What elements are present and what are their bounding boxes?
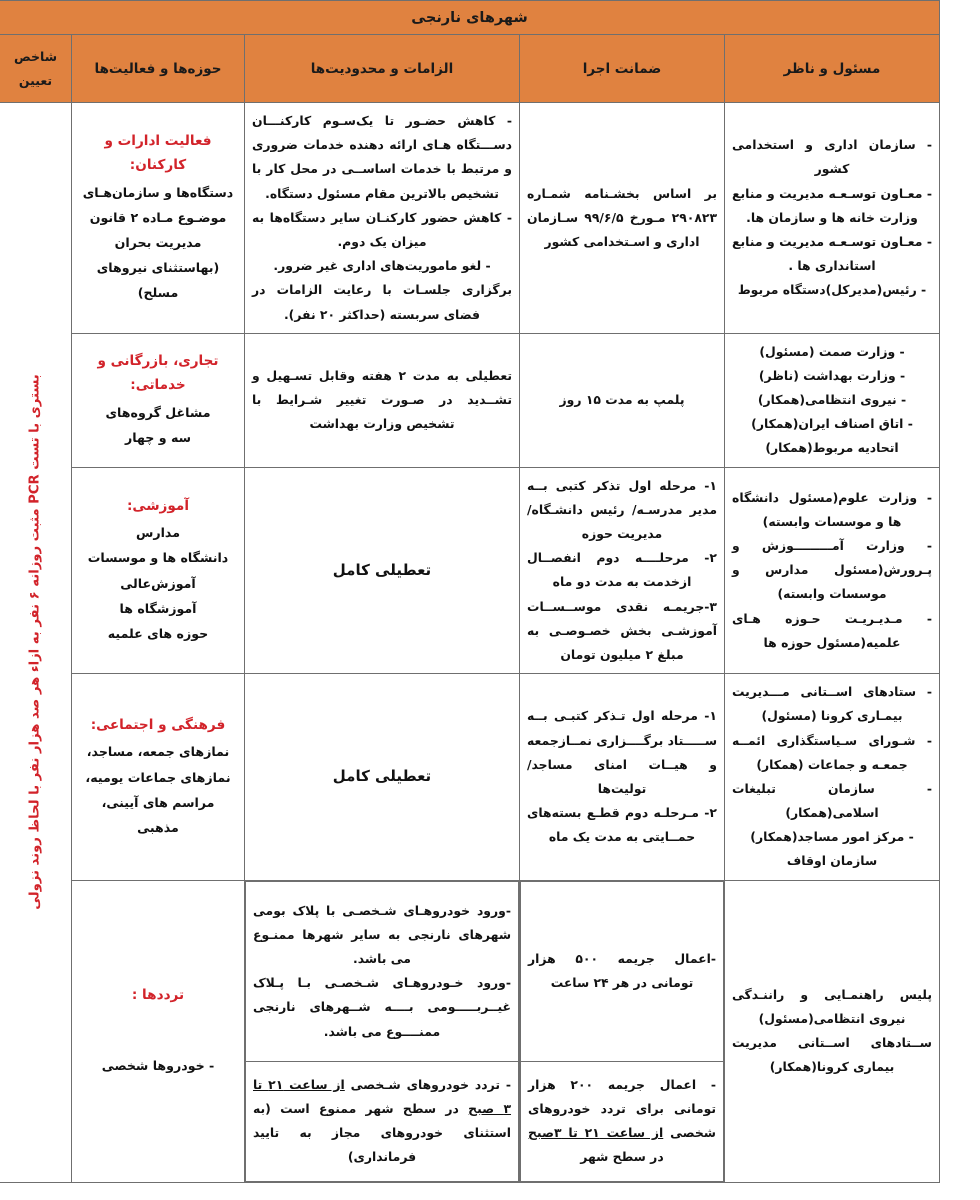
- requirements-cell-row1: [245, 103, 520, 334]
- index-column-cell: [0, 103, 72, 1183]
- requirement-line: - کاهش حضـور تا یک‌سـوم کارکنـــان دســـتگاه هـای ارائه دهنده خدمات ضروری و مرتبط با خدمات اساســی در محل کار با تشخیص بالاترین مقام مسئول دستگاه.: [252, 113, 512, 201]
- domain-title: فعالیت ادارات و کارکنان:: [104, 133, 212, 173]
- enforcement-cell-row3: [520, 467, 725, 674]
- requirements-subtable: [245, 881, 519, 1182]
- column-header-index-line1: شاخص: [13, 48, 58, 64]
- responsible-line: - معـاون توسـعـه مدیریت و منابع وزارت خانه ها و سازمان ها.: [732, 185, 932, 225]
- responsible-line: - اتاق اصناف ایران(همکار): [751, 416, 913, 432]
- enforcement-line: ۱- مرحله اول تـذکر کتبـی بــه ســـــتاد برگــــزاری نمــازجمعه و هیــات امنای مساجد/ تولیت‌ها: [527, 708, 717, 796]
- responsible-cell-row2: [725, 333, 940, 467]
- responsible-line: - وزارت صمت (مسئول): [759, 343, 905, 359]
- domain-line: دانشگاه ها و موسسات: [87, 550, 229, 566]
- enforcement-line: ۲- مرحلــــه دوم انفصــال ازخدمت به مدت دو ماه: [527, 550, 717, 590]
- requirement-line: تعطیلی کامل: [332, 560, 432, 579]
- responsible-cell-row4: [725, 674, 940, 881]
- domain-cell-row2: [72, 333, 245, 467]
- domain-line: (بهاستثنای نیروهای: [96, 260, 220, 276]
- table-title-row: [0, 1, 940, 35]
- enforcement-line: ۱- مرحله اول تذکر کتبی بــه مدیر مدرسـه/ رئیس دانشـگاه/ مدیریت حوزه: [527, 477, 717, 541]
- table-row: [0, 674, 940, 881]
- table-header-row: [0, 35, 940, 103]
- requirement-line: - لغو ماموریت‌های اداری غیر ضرور.: [273, 258, 491, 274]
- responsible-line: - معـاون توسـعـه مدیریت و منابع استانداری ها .: [732, 233, 932, 274]
- domain-line: نمازهای جماعات یومیه،: [85, 769, 231, 785]
- responsible-line: - سازمان تبلیغات اسلامی(همکار): [732, 780, 932, 821]
- requirement-rich-prefix: - تردد خودروهای شـخصی: [344, 1076, 511, 1092]
- requirements-cell-row3: [245, 467, 520, 674]
- domain-line: آموزش‌عالی: [120, 575, 196, 591]
- domain-line: دستگاه‌ها و سازمان‌هـای: [82, 184, 234, 200]
- responsible-line: پلیس راهنمـایی و راننـدگی نیروی انتظامی(مسئول): [732, 986, 932, 1026]
- responsible-line: ســتادهای اســتانی مدیریت بیماری کرونا(همکار): [732, 1035, 932, 1075]
- responsible-line: - ستادهای اســتانی مـــدیریت بیمـاری کرونا (مسئول): [732, 684, 932, 724]
- enforcement-cell-row1: [520, 103, 725, 334]
- table-row: [0, 880, 940, 1182]
- column-header-index: [0, 35, 72, 103]
- responsible-line: اتحادیه مربوط(همکار): [765, 440, 899, 456]
- requirements-cell-row4: [245, 674, 520, 881]
- requirement-line: - کاهش حضور کارکنـان سایر دستگاه‌ها به میزان یک دوم.: [252, 209, 512, 249]
- enforcement-cell-row4: [520, 674, 725, 881]
- domain-line: سه و چهار: [125, 429, 191, 445]
- responsible-cell-row5: [725, 880, 940, 1182]
- domain-cell-row4: [72, 674, 245, 881]
- enforcement-rich-prefix: - اعمال جریمه ۲۰۰ هزار تومانی برای تردد خودروهای شخصی: [528, 1076, 716, 1141]
- domain-line: مدیریت بحران: [114, 235, 202, 251]
- enforcement-line: -اعمال جریمه ۵۰۰ هزار تومانی در هر ۲۴ ساعت: [528, 950, 716, 991]
- domain-cell-row5: [72, 880, 245, 1182]
- domain-line: - خودروها شخصی: [101, 1058, 215, 1074]
- responsible-line: - نیروی انتظامی(همکار): [757, 392, 907, 408]
- enforcement-subrow-2: [521, 1061, 724, 1181]
- requirements-subcell-2: [246, 1061, 519, 1181]
- responsible-line: - مـدیـریـت حـوزه هـای علمیه(مسئول حوزه ها: [732, 610, 932, 650]
- enforcement-rich-suffix: در سطح شهر: [580, 1149, 664, 1165]
- domain-title: تجاری، بازرگانی و خدماتی:: [97, 353, 219, 393]
- domain-cell-row1: [72, 103, 245, 334]
- column-header-index-line2: تعیین: [18, 72, 53, 88]
- domain-line: نمازهای جمعه، مساجد،: [86, 744, 230, 760]
- domain-line: مشاغل گروه‌های: [105, 404, 211, 420]
- table-row: [0, 467, 940, 674]
- domain-cell-row3: [72, 467, 245, 674]
- requirements-cell-row2: [245, 333, 520, 467]
- responsible-cell-row3: [725, 467, 940, 674]
- responsible-line: - شـورای سـیاستگذاری ائمــه جمعـه و جماعات (همکار): [732, 732, 932, 772]
- responsible-line: - سازمان اداری و استخدامی کشور: [732, 137, 932, 177]
- enforcement-line: بر اساس بخشـنامه شمـاره ۲۹۰۸۲۳ مـورخ ۹۹/۶/۵ سـازمان اداری و اسـتخدامی کشور: [527, 185, 718, 249]
- enforcement-subrow-1: [521, 881, 724, 1061]
- responsible-cell-row1: [725, 103, 940, 334]
- requirement-line: تعطیلی کامل: [332, 767, 432, 786]
- enforcement-cell-row5: [520, 880, 725, 1182]
- requirement-line: -ورود خـودروهـای شـخصـی بـا پـلاک غیــربـــــومی بــــه شــهرهای نارنجی ممنــــوع می باشد.: [253, 975, 511, 1039]
- column-header-requirements: الزامات و محدودیت‌ها: [245, 35, 520, 103]
- domain-line: مسلح): [137, 285, 179, 301]
- enforcement-subcell-1: [521, 881, 724, 1061]
- domain-line: آموزشگاه ها: [119, 600, 197, 616]
- enforcement-cell-row2: [520, 333, 725, 467]
- requirement-rich-underline: از ساعت ۲۱ تا ۳ صبح: [253, 1076, 512, 1116]
- domain-line: موضـوع مـاده ۲ قانون: [89, 209, 227, 225]
- requirements-subrow-1: [246, 881, 519, 1061]
- enforcement-subtable: [520, 881, 724, 1182]
- enforcement-line: ۳-جریمـه نقدی موســســات آموزشـی بخش خصـوصـی به مبلغ ۲ میلیون تومان: [527, 598, 717, 662]
- table-row: [0, 333, 940, 467]
- responsible-line: سازمان اوقاف: [786, 853, 878, 869]
- column-header-enforcement: ضمانت اجرا: [520, 35, 725, 103]
- domain-line: مذهبی: [137, 819, 179, 835]
- requirement-rich-suffix: در سطح شهر ممنوع است (به استثنای خودروهای مجاز به تایید فرمانداری): [253, 1100, 511, 1165]
- responsible-line: - وزارت بهداشت (ناظر): [758, 367, 906, 383]
- enforcement-subcell-2: [521, 1061, 724, 1181]
- domain-title: ترددها :: [131, 986, 185, 1003]
- requirement-line: تعطیلی به مدت ۲ هفته وقابل تسـهیل و تشــدید در صـورت تغییر شـرایط با تشخیص وزارت بهداشت: [252, 367, 512, 432]
- requirement-line: -ورود خودروهـای شـخصـی با پلاک بومی شهرهای نارنجی به سایر شهرها ممنـوع می باشد.: [253, 902, 511, 966]
- requirements-subrow-2: [246, 1061, 519, 1181]
- responsible-line: - مرکز امور مساجد(همکار): [750, 829, 914, 845]
- responsible-line: - وزارت آمـــــــــوزش و پـرورش(مسئول مدارس و موسسات وابسته): [732, 538, 932, 602]
- responsible-line: - وزارت علوم(مسئول دانشگاه ها و موسسات وابسته): [732, 489, 932, 529]
- enforcement-rich-underline: از ساعت ۲۱ تا ۳صبح: [528, 1125, 664, 1141]
- column-header-domains: حوزه‌ها و فعالیت‌ها: [72, 35, 245, 103]
- domain-title: آموزشی:: [127, 497, 189, 514]
- table-row: [0, 103, 940, 334]
- table-title: شهرهای نارنجی: [0, 1, 940, 35]
- column-header-responsible: مسئول و ناظر: [725, 35, 940, 103]
- requirement-line: برگزاری جلسـات با رعایت الزامات در فضای سربسته (حداکثر ۲۰ نفر).: [252, 282, 512, 322]
- index-criteria-text: بستری با تست PCR مثبت روزانه ۶ نفر به ازاء هر صد هزار نفر با لحاظ روند نزولی: [27, 374, 43, 911]
- domain-title: فرهنگی و اجتماعی:: [90, 716, 226, 733]
- domain-line: مدارس: [135, 525, 181, 541]
- requirements-cell-row5: [245, 880, 520, 1182]
- responsible-line: - رئیس(مدیرکل)دستگاه مربوط: [737, 282, 927, 298]
- enforcement-line: پلمپ به مدت ۱۵ روز: [559, 392, 685, 408]
- requirements-subcell-1: [246, 881, 519, 1061]
- domain-line: مراسم های آیینی،: [101, 794, 215, 810]
- enforcement-line: ۲- مـرحلـه دوم قطـع بسته‌های حمــایتی به مدت یک ماه: [527, 805, 717, 845]
- domain-line: حوزه های علمیه: [107, 626, 209, 642]
